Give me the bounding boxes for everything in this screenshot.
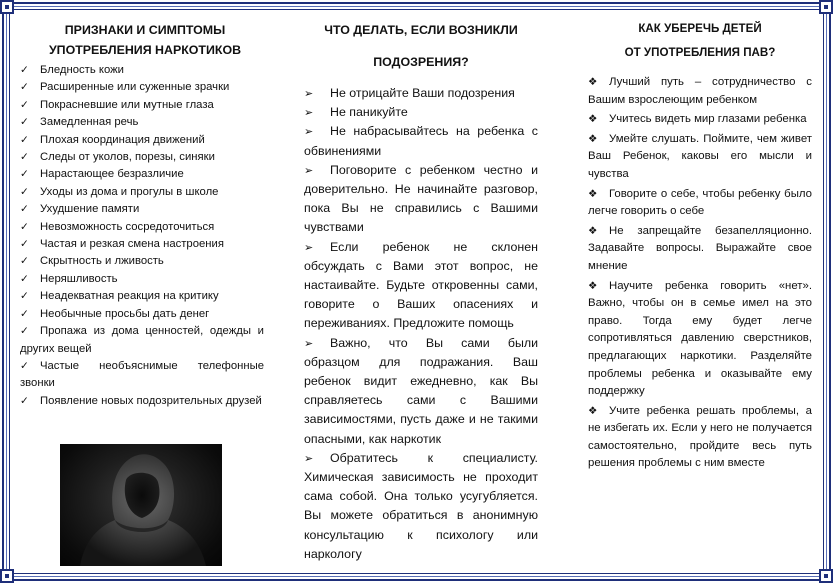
- protect-title-line2: ОТ УПОТРЕБЛЕНИЯ ПАВ?: [624, 46, 776, 59]
- check-icon: ✓: [20, 203, 29, 216]
- list-item: ➢ Важно, что Вы сами были образцом для подражания. Ваш ребенок видит ежедневно, как Вы справляетесь сами с Вашими зависимостями, пусть даже и не такими опасными, как наркотик: [304, 335, 538, 446]
- symptoms-column: [20, 20, 264, 410]
- list-item: ➢ Не паникуйте: [304, 103, 538, 122]
- corner-ornament-bottom-left: [0, 569, 14, 583]
- diamond-icon: ❖: [588, 224, 598, 237]
- list-item: ✓ Появление новых подозрительных друзей: [20, 393, 264, 410]
- check-icon: ✓: [20, 325, 29, 338]
- list-item: ❖ Лучший путь – сотрудничество с Вашим взрослеющим ребенком: [588, 76, 812, 106]
- check-icon: ✓: [20, 64, 29, 76]
- check-icon: ✓: [20, 168, 29, 181]
- list-item: ✓ Невозможность сосредоточиться: [20, 219, 264, 236]
- corner-ornament-top-left: [0, 0, 14, 14]
- list-item: ➢ Если ребенок не склонен обсуждать с Вами этот вопрос, не настаивайте. Будьте откровенны сами, говорите о Ваших опасениях и переживаниях. Предложите помощь: [304, 239, 538, 331]
- corner-ornament-top-right: [819, 0, 833, 14]
- diamond-icon: ❖: [588, 113, 598, 126]
- suspicion-title-line2: ПОДОЗРЕНИЯ?: [373, 55, 469, 69]
- list-item: ✓ Необычные просьбы дать денег: [20, 306, 264, 323]
- check-icon: ✓: [20, 116, 29, 129]
- suspicion-title-line1: ЧТО ДЕЛАТЬ, ЕСЛИ ВОЗНИКЛИ: [324, 23, 518, 37]
- arrow-icon: ➢: [304, 240, 314, 254]
- check-icon: ✓: [20, 307, 29, 320]
- list-item: ❖ Учите ребенка решать проблемы, а не избегать их. Если у него не получается самостоятельно, пройдите весь путь решения проблемы с ним вместе: [588, 404, 812, 470]
- symptoms-list: [20, 62, 264, 410]
- arrow-icon: ➢: [304, 336, 314, 350]
- protect-column: [588, 20, 812, 475]
- diamond-icon: ❖: [588, 404, 598, 417]
- hooded-figure-icon: [60, 444, 222, 566]
- list-item: ❖ Учитесь видеть мир глазами ребенка: [588, 111, 812, 129]
- check-icon: ✓: [20, 185, 29, 198]
- symptoms-title-line1: ПРИЗНАКИ И СИМПТОМЫ: [64, 23, 226, 37]
- check-icon: ✓: [20, 394, 29, 407]
- suspicion-column: [304, 20, 538, 564]
- check-icon: ✓: [20, 290, 29, 303]
- arrow-icon: ➢: [304, 87, 314, 100]
- list-item: ➢ Обратитесь к специалисту. Химическая зависимость не проходит сама собой. Она только усугубляется. Вы можете обратиться в анонимную консультацию к психологу или наркологу: [304, 450, 538, 561]
- hooded-figure-photo: [60, 444, 222, 566]
- list-item: ✓ Следы от уколов, порезы, синяки: [20, 149, 264, 166]
- list-item: ✓ Замедленная речь: [20, 114, 264, 131]
- check-icon: ✓: [20, 133, 29, 146]
- list-item: ✓ Пропажа из дома ценностей, одежды и других вещей: [20, 325, 264, 355]
- check-icon: ✓: [20, 238, 29, 251]
- check-icon: ✓: [20, 81, 29, 94]
- list-item: ✓ Скрытность и лживость: [20, 253, 264, 270]
- diamond-icon: ❖: [588, 279, 598, 292]
- list-item: ✓ Расширенные или суженные зрачки: [20, 79, 264, 96]
- check-icon: ✓: [20, 220, 29, 233]
- list-item: ✓ Уходы из дома и прогулы в школе: [20, 184, 264, 201]
- arrow-icon: ➢: [304, 163, 314, 177]
- list-item: ✓ Неадекватная реакция на критику: [20, 288, 264, 305]
- diamond-icon: ❖: [588, 187, 598, 200]
- list-item: ✓ Нарастающее безразличие: [20, 166, 264, 183]
- list-item: ❖ Умейте слушать. Поймите, чем живет Ваш Ребенок, каковы его мысли и чувства: [588, 132, 812, 180]
- list-item: ➢ Не отрицайте Ваши подозрения: [304, 84, 538, 103]
- list-item: ✓ Покрасневшие или мутные глаза: [20, 97, 264, 114]
- list-item: ❖ Научите ребенка говорить «нет». Важно, чтобы он в семье имел на это право. Тогда ему будет легче сопротивляться давлению сверстников, предлагающих наркотики. Разделяйте проблемы ребенка и оказывайте ему поддержку: [588, 279, 812, 398]
- list-item: ➢ Не набрасывайтесь на ребенка с обвинениями: [304, 124, 538, 158]
- arrow-icon: ➢: [304, 125, 314, 139]
- check-icon: ✓: [20, 359, 29, 372]
- diamond-icon: ❖: [588, 132, 598, 145]
- list-item: ❖ Говорите о себе, чтобы ребенку было легче говорить о себе: [588, 187, 812, 218]
- check-icon: ✓: [20, 272, 29, 285]
- list-item: ❖ Не запрещайте безапелляционно. Задавайте вопросы. Выражайте свое мнение: [588, 224, 812, 272]
- list-item: ✓ Частая и резкая смена настроения: [20, 236, 264, 253]
- symptoms-title-line2: УПОТРЕБЛЕНИЯ НАРКОТИКОВ: [48, 43, 242, 57]
- list-item: ✓ Частые необъяснимые телефонные звонки: [20, 359, 264, 390]
- check-icon: ✓: [20, 151, 29, 164]
- check-icon: ✓: [20, 255, 29, 268]
- list-item: ✓ Плохая координация движений: [20, 132, 264, 149]
- protect-title-line1: КАК УБЕРЕЧЬ ДЕТЕЙ: [638, 22, 762, 35]
- list-item: ✓ Бледность кожи: [20, 62, 264, 79]
- arrow-icon: ➢: [304, 451, 314, 465]
- arrow-icon: ➢: [304, 106, 314, 120]
- corner-ornament-bottom-right: [819, 569, 833, 583]
- list-item: ✓ Неряшливость: [20, 271, 264, 288]
- diamond-icon: ❖: [588, 76, 598, 88]
- list-item: ✓ Ухудшение памяти: [20, 201, 264, 218]
- list-item: ➢ Поговорите с ребенком честно и доверительно. Не начинайте разговор, пока Вы не справились с Вашими чувствами: [304, 162, 538, 235]
- check-icon: ✓: [20, 98, 29, 111]
